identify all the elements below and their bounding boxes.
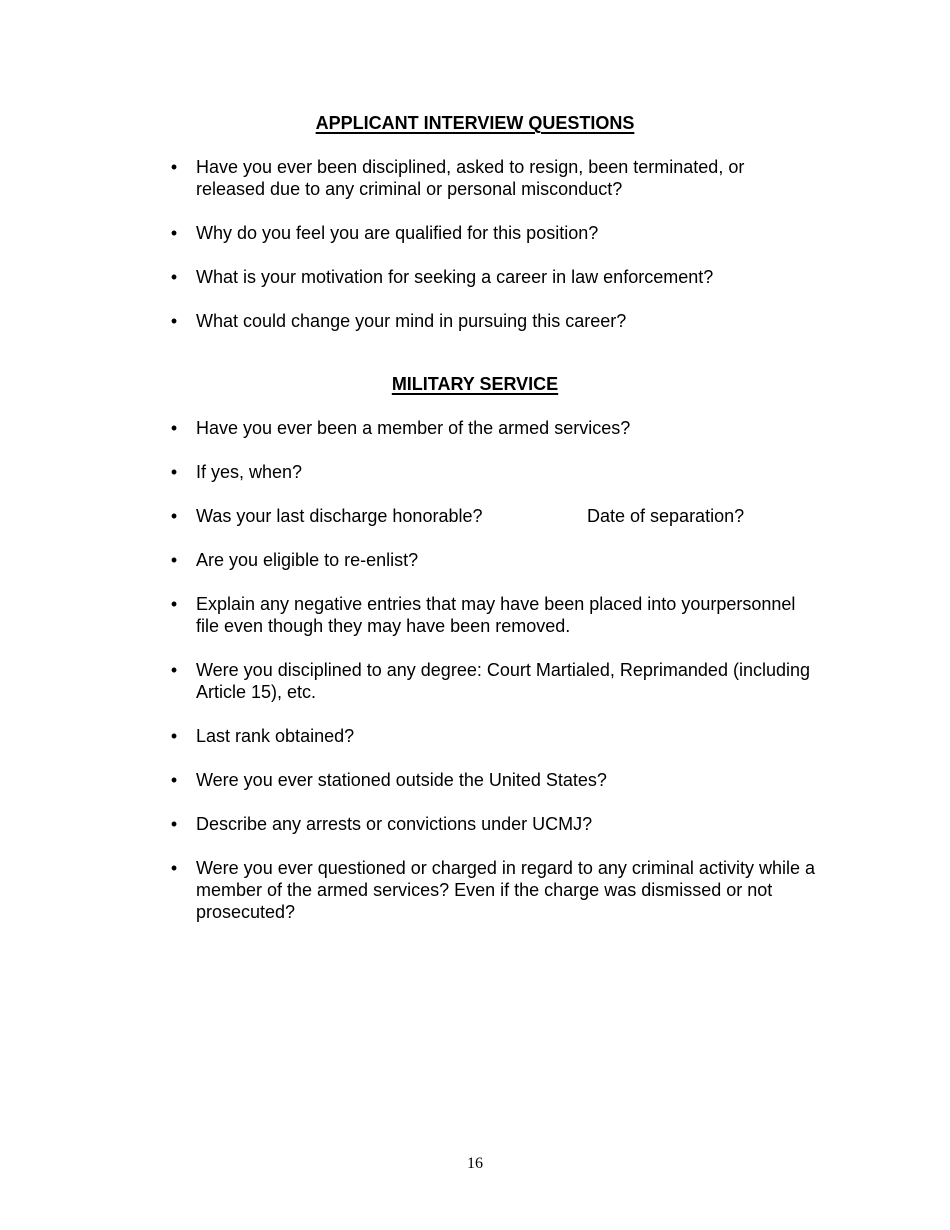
military-service-heading: MILITARY SERVICE (391, 374, 559, 394)
bullet-icon: • (170, 660, 178, 680)
bullet-icon: • (170, 506, 178, 526)
question-text: Have you ever been a member of the armed services? (196, 418, 631, 438)
list-item (0, 310, 816, 332)
bullet-icon: • (170, 462, 178, 482)
bullet-icon: • (170, 311, 178, 331)
bullet-icon: • (170, 770, 178, 790)
bullet-icon: • (170, 223, 178, 243)
list-item (0, 461, 816, 483)
question-text: What is your motivation for seeking a career in law enforcement? (196, 267, 714, 287)
question-text: Have you ever been disciplined, asked to resign, been terminated, or released due to any criminal or personal misconduct? (196, 157, 745, 199)
page-number: 16 (467, 1155, 483, 1172)
list-item (0, 417, 816, 439)
bullet-icon: • (170, 550, 178, 570)
list-item (0, 266, 816, 288)
question-text: Last rank obtained? (196, 726, 355, 746)
list-item (0, 505, 816, 527)
list-item (0, 549, 816, 571)
list-item (0, 659, 816, 703)
question-text: Was your last discharge honorable? (196, 506, 483, 526)
bullet-icon: • (170, 157, 178, 177)
list-item (0, 813, 816, 835)
list-item (0, 222, 816, 244)
question-text: Were you ever questioned or charged in regard to any criminal activity while a member of the armed services? Even if the charge was dismissed or not prosecuted? (196, 858, 815, 922)
interview-questions-heading: APPLICANT INTERVIEW QUESTIONS (315, 113, 635, 133)
bullet-icon: • (170, 267, 178, 287)
bullet-icon: • (170, 726, 178, 746)
question-text: Why do you feel you are qualified for this position? (196, 223, 599, 243)
question-text: If yes, when? (196, 462, 303, 482)
list-item (0, 769, 816, 791)
list-item (0, 857, 816, 923)
question-text: Were you disciplined to any degree: Court Martialed, Reprimanded (including Article 15), etc. (196, 660, 810, 702)
question-text: Explain any negative entries that may have been placed into yourpersonnel file even though they may have been removed. (196, 594, 796, 636)
bullet-icon: • (170, 594, 178, 614)
military-service-list (0, 417, 950, 945)
list-item (0, 593, 816, 637)
question-text: Are you eligible to re-enlist? (196, 550, 419, 570)
interview-questions-list (0, 156, 950, 354)
bullet-icon: • (170, 814, 178, 834)
list-item (0, 156, 816, 200)
list-item (0, 725, 816, 747)
bullet-icon: • (170, 418, 178, 438)
question-text: Describe any arrests or convictions under UCMJ? (196, 814, 593, 834)
question-text: What could change your mind in pursuing this career? (196, 311, 627, 331)
date-of-separation-question: Date of separation? (587, 506, 745, 526)
bullet-icon: • (170, 858, 178, 878)
question-text: Were you ever stationed outside the United States? (196, 770, 607, 790)
